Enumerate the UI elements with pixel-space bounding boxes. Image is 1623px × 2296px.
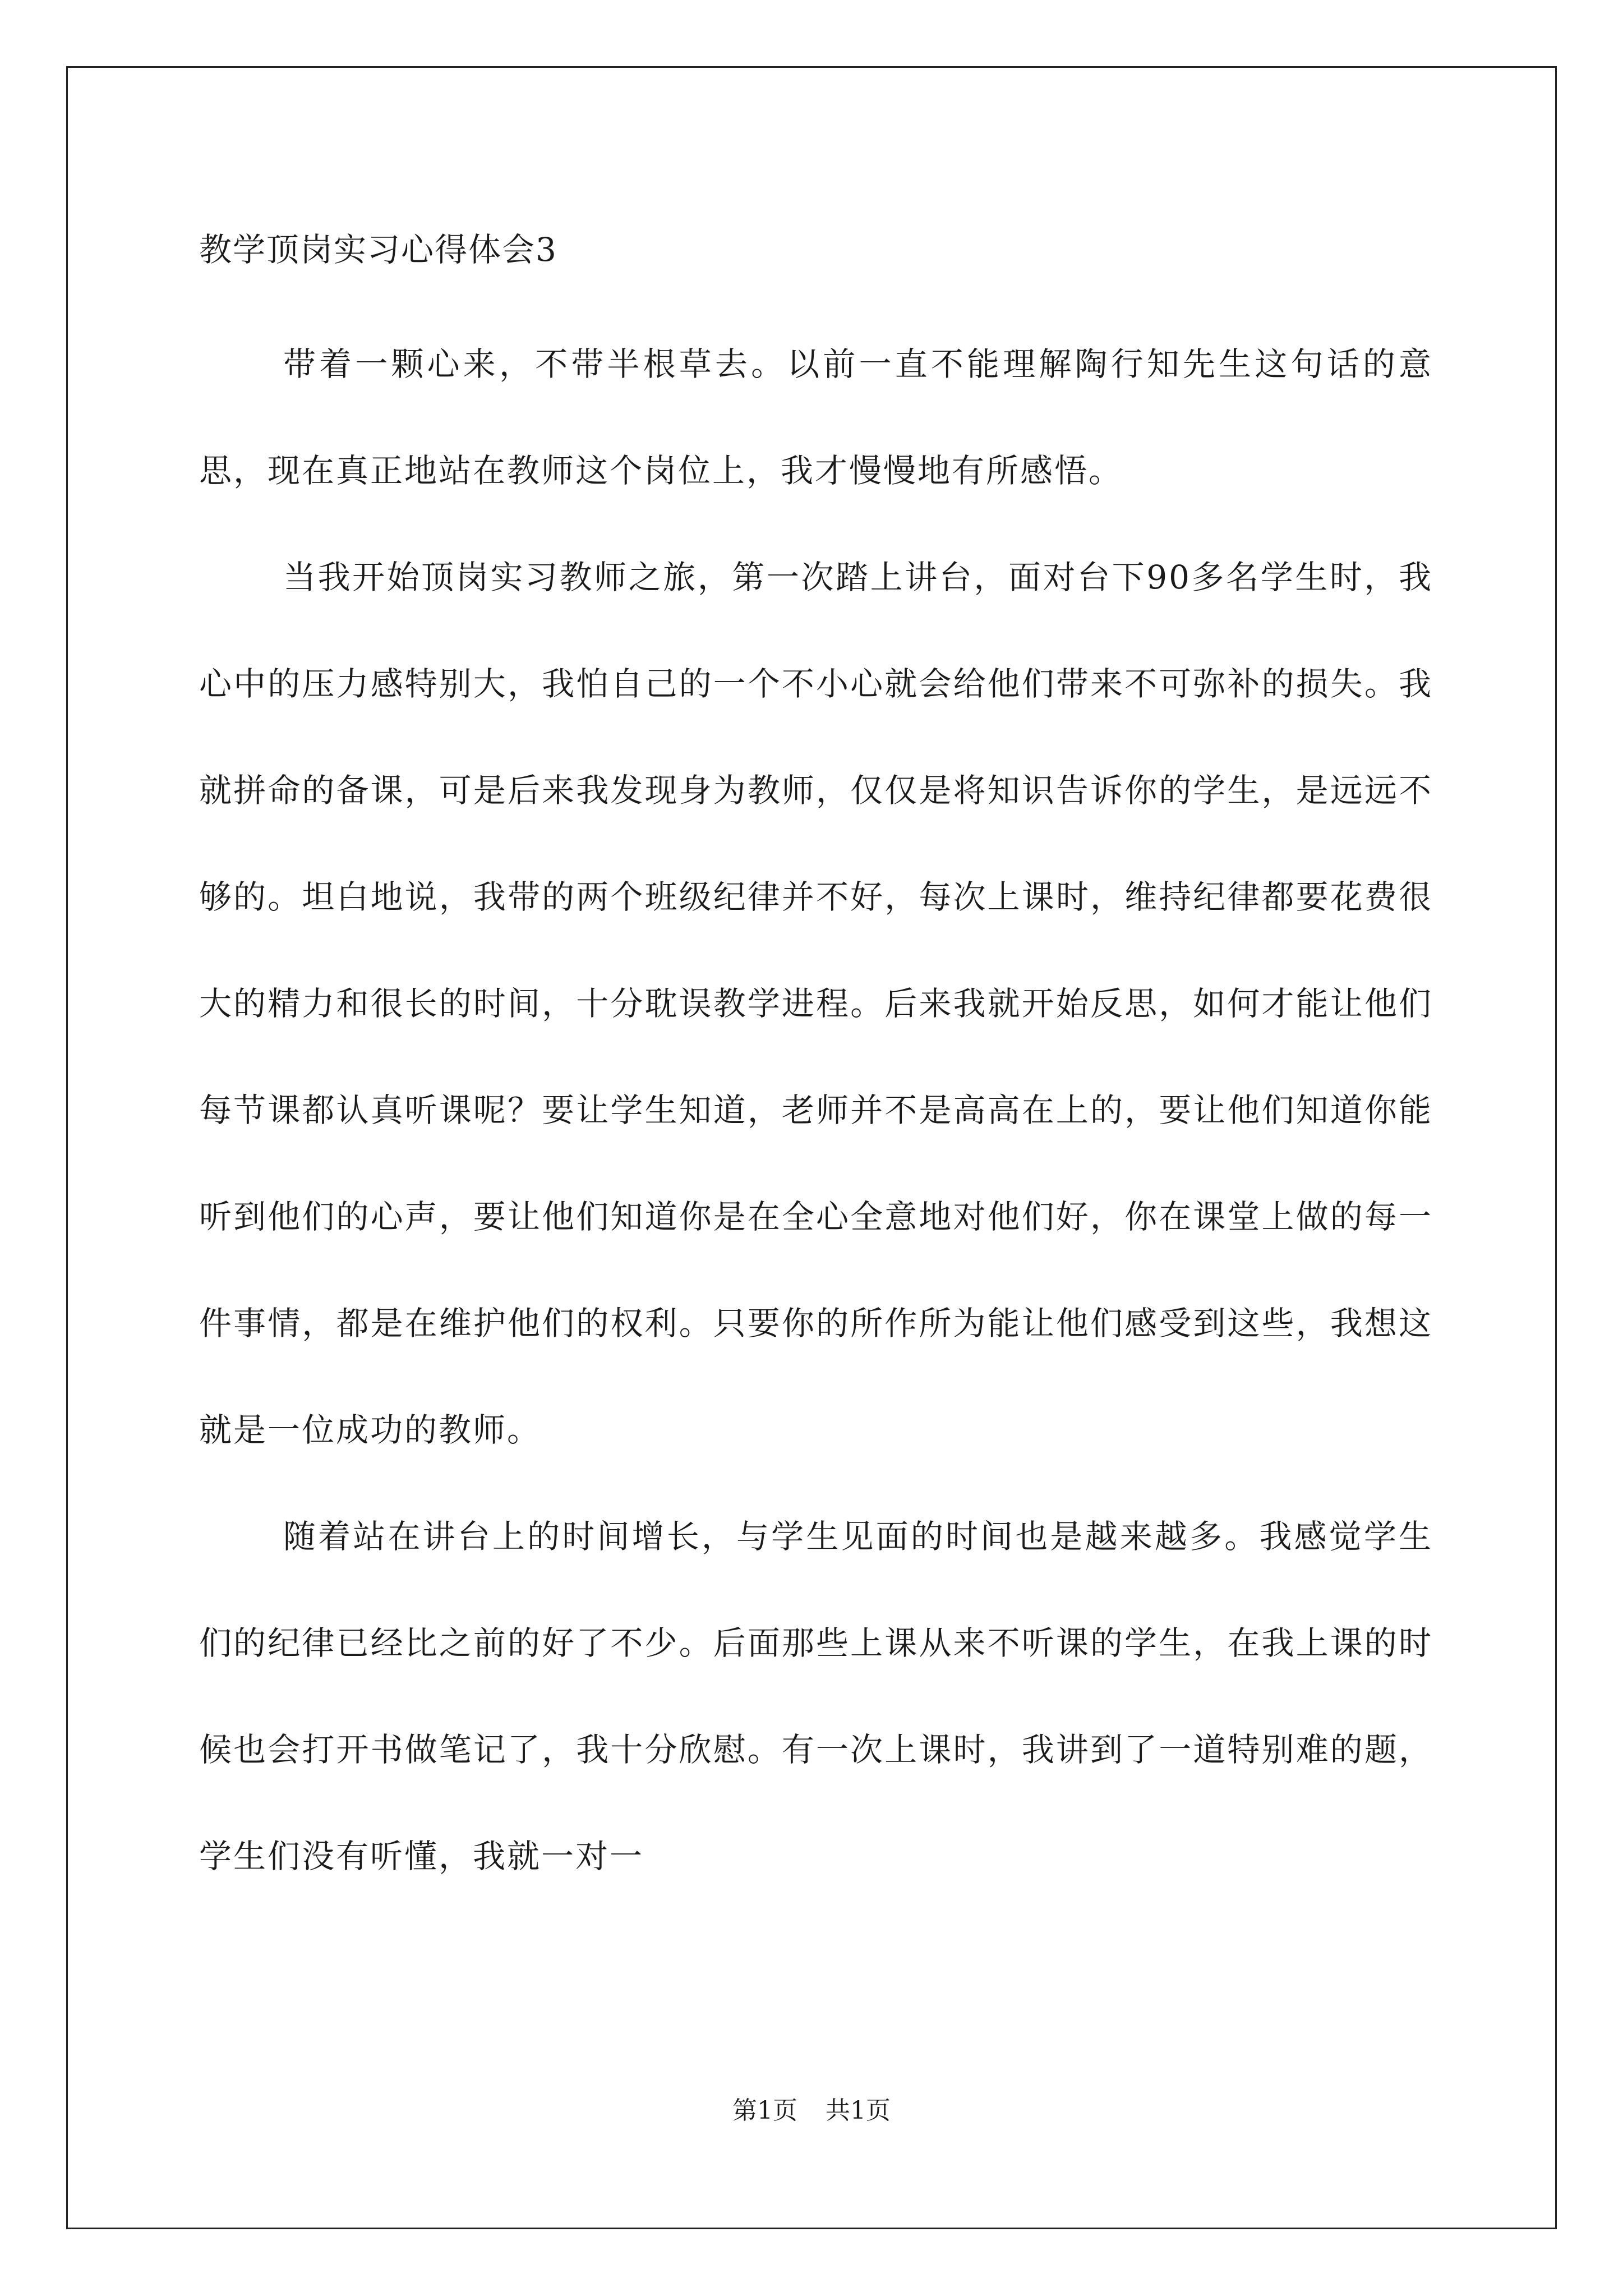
page-number: 第1页 xyxy=(732,2096,797,2125)
document-body xyxy=(199,224,1433,1910)
page-footer xyxy=(0,2094,1623,2128)
paragraph-2: 当我开始顶岗实习教师之旅，第一次踏上讲台，面对台下90多名学生时，我心中的压力感特别大，我怕自己的一个不小心就会给他们带来不可弥补的损失。我就拼命的备课，可是后来我发现身为教师，仅仅是将知识告诉你的学生，是远远不够的。坦白地说，我带的两个班级纪律并不好，每次上课时，维持纪律都要花费很大的精力和很长的时间，十分耽误教学进程。后来我就开始反思，如何才能让他们每节课都认真听课呢？要让学生知道，老师并不是高高在上的，要让他们知道你能听到他们的心声，要让他们知道你是在全心全意地对他们好，你在课堂上做的每一件事情，都是在维护他们的权利。只要你的所作所为能让他们感受到这些，我想这就是一位成功的教师。 xyxy=(199,558,1433,1449)
document-title: 教学顶岗实习心得体会3 xyxy=(199,231,557,269)
paragraph-3: 随着站在讲台上的时间增长，与学生见面的时间也是越来越多。我感觉学生们的纪律已经比之前的好了不少。后面那些上课从来不听课的学生，在我上课的时候也会打开书做笔记了，我十分欣慰。有一次上课时，我讲到了一道特别难的题，学生们没有听懂，我就一对一 xyxy=(199,1517,1433,1875)
page-total: 共1页 xyxy=(826,2096,891,2125)
paragraph-1: 带着一颗心来，不带半根草去。以前一直不能理解陶行知先生这句话的意思，现在真正地站在教师这个岗位上，我才慢慢地有所感悟。 xyxy=(199,345,1433,490)
